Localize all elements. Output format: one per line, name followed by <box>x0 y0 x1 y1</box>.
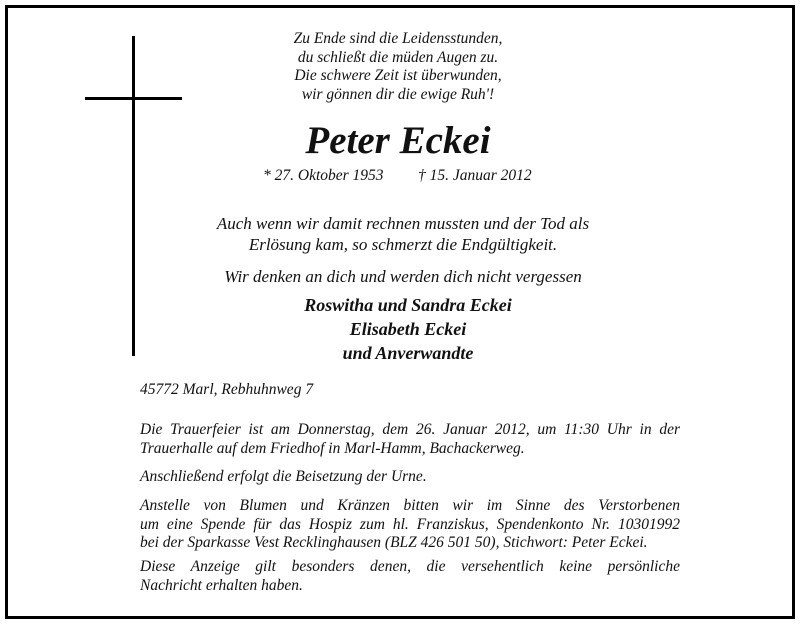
death-date: † 15. Januar 2012 <box>418 167 532 184</box>
poem-line: wir gönnen dir die ewige Ruh'! <box>301 85 495 103</box>
donation-line: Anstelle von Blumen und Kränzen bitten wir im Sinne des Verstorbenen <box>140 497 680 514</box>
notice-line: Diese Anzeige gilt besonders denen, die versehentlich keine persönliche <box>140 558 680 575</box>
mourner-line: und Anverwandte <box>342 343 474 363</box>
funeral-info <box>140 421 680 458</box>
burial-line: Anschließend erfolgt die Beisetzung der Urne. <box>140 468 427 485</box>
message-line: Erlösung kam, so schmerzt die Endgültigkeit. <box>248 235 558 254</box>
remembrance-line: Wir denken an dich und werden dich nicht vergessen <box>224 267 582 286</box>
donation-line: bei der Sparkasse Vest Recklinghausen (BLZ 426 501 50), Stichwort: Peter Eckei. <box>140 534 648 551</box>
funeral-line: Die Trauerfeier ist am Donnerstag, dem 26. Januar 2012, um 11:30 Uhr in der <box>140 421 680 438</box>
mourner-line: Elisabeth Eckei <box>349 319 467 339</box>
poem <box>208 30 588 104</box>
obituary-notice <box>5 5 795 619</box>
message-line: Auch wenn wir damit rechnen mussten und der Tod als <box>216 214 590 233</box>
cross-bar <box>85 97 182 100</box>
funeral-line: Trauerhalle auf dem Friedhof in Marl-Hamm, Bachackerweg. <box>140 439 525 457</box>
birth-date: * 27. Oktober 1953 <box>263 167 384 184</box>
address: 45772 Marl, Rebhuhnweg 7 <box>140 381 314 398</box>
cross-icon <box>132 36 135 356</box>
poem-line: du schließt die müden Augen zu. <box>297 48 499 66</box>
mourner-line: Roswitha und Sandra Eckei <box>304 295 512 315</box>
donation-info <box>140 497 680 553</box>
burial-info <box>140 468 680 487</box>
notice-line: Nachricht erhalten haben. <box>140 576 303 594</box>
condolence-message <box>138 213 668 255</box>
deceased-name: Peter Eckei <box>305 119 491 162</box>
notice-info <box>140 558 680 595</box>
poem-line: Zu Ende sind die Leidensstunden, <box>293 30 503 47</box>
mourners <box>208 293 608 365</box>
poem-line: Die schwere Zeit ist überwunden, <box>294 67 502 84</box>
donation-line: um eine Spende für das Hospiz zum hl. Franziskus, Spendenkonto Nr. 10301992 <box>140 515 680 533</box>
